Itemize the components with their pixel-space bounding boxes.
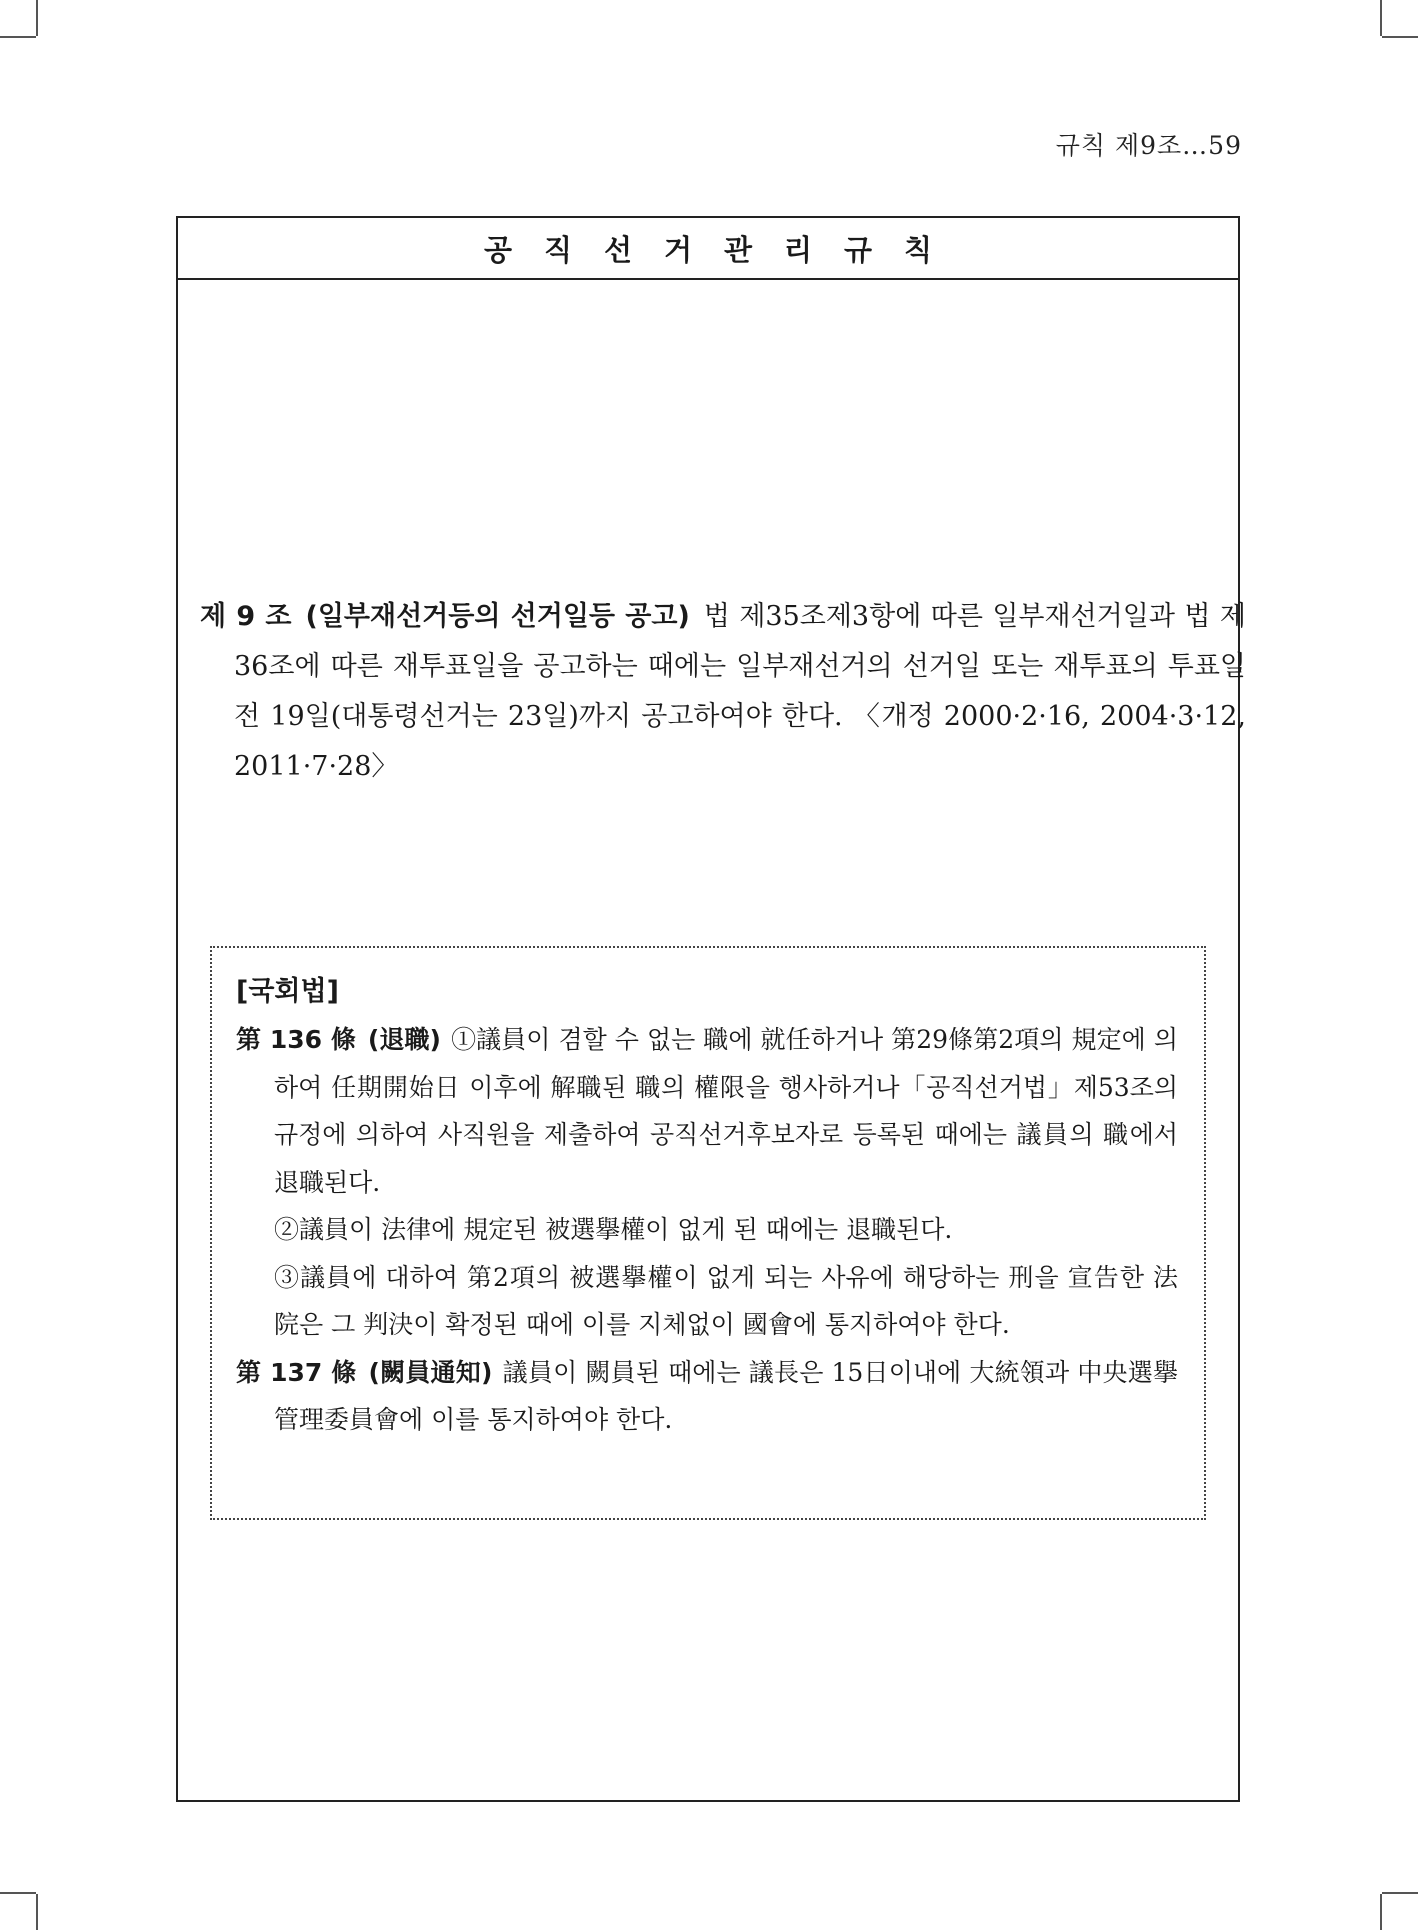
law-article-number: 第 137 條 bbox=[236, 1357, 357, 1387]
crop-mark bbox=[36, 0, 38, 36]
running-head: 규칙 제9조…59 bbox=[1055, 131, 1242, 160]
crop-mark bbox=[0, 1892, 36, 1894]
reference-box bbox=[210, 946, 1206, 1520]
law-article-caption: (退職) bbox=[367, 1025, 441, 1054]
law-paragraph: ③議員에 대하여 第2項의 被選擧權이 없게 되는 사유에 해당하는 刑을 宣告한 法院은 그 判決이 확정된 때에 이를 지체없이 國會에 통지하여야 한다. bbox=[274, 1262, 1178, 1339]
law-paragraph: 議員이 闕員된 때에는 議長은 15日이내에 大統領과 中央選擧管理委員會에 이를 통지하여야 한다. bbox=[274, 1357, 1178, 1434]
crop-mark bbox=[36, 1894, 38, 1930]
law-paragraph: ①議員이 겸할 수 없는 職에 就任하거나 第29條第2項의 規定에 의하여 任期開始日 이후에 解職된 職의 權限을 행사하거나「공직선거법」제53조의 규정에 의하여 사직원을 제출하여 공직선거후보자로 등록된 때에는 議員의 職에서 退職된다. bbox=[274, 1025, 1179, 1197]
crop-mark bbox=[1382, 1892, 1418, 1894]
law-article-number: 第 136 條 bbox=[236, 1025, 356, 1054]
amendment-note: 〈개정 2000·2·16, 2004·3·12, 2011·7·28〉 bbox=[234, 701, 1246, 782]
article-number: 제 9 조 bbox=[200, 601, 292, 632]
document-frame bbox=[176, 216, 1246, 1802]
article-9 bbox=[200, 592, 1246, 792]
crop-mark bbox=[1380, 0, 1382, 36]
crop-mark bbox=[1382, 36, 1418, 38]
article-caption: (일부재선거등의 선거일등 공고) bbox=[305, 601, 690, 632]
law-paragraph: ②議員이 法律에 規定된 被選擧權이 없게 된 때에는 退職된다. bbox=[274, 1215, 953, 1244]
crop-mark bbox=[0, 36, 36, 38]
article-text: 법 제35조제3항에 따른 일부재선거일과 법 제36조에 따른 재투표일을 공고하는 때에는 일부재선거의 선거일 또는 재투표의 투표일 전 19일(대통령선거는 23일)까지 공고하여야 한다. bbox=[234, 601, 1246, 732]
law-article-136 bbox=[236, 1016, 1178, 1206]
law-article-137 bbox=[236, 1349, 1178, 1444]
law-article-caption: (闕員通知) bbox=[368, 1357, 493, 1387]
reference-box-title: [국회법] bbox=[236, 976, 339, 1007]
document-title: 공직선거관리규칙 bbox=[178, 218, 1238, 280]
crop-mark bbox=[1380, 1894, 1382, 1930]
